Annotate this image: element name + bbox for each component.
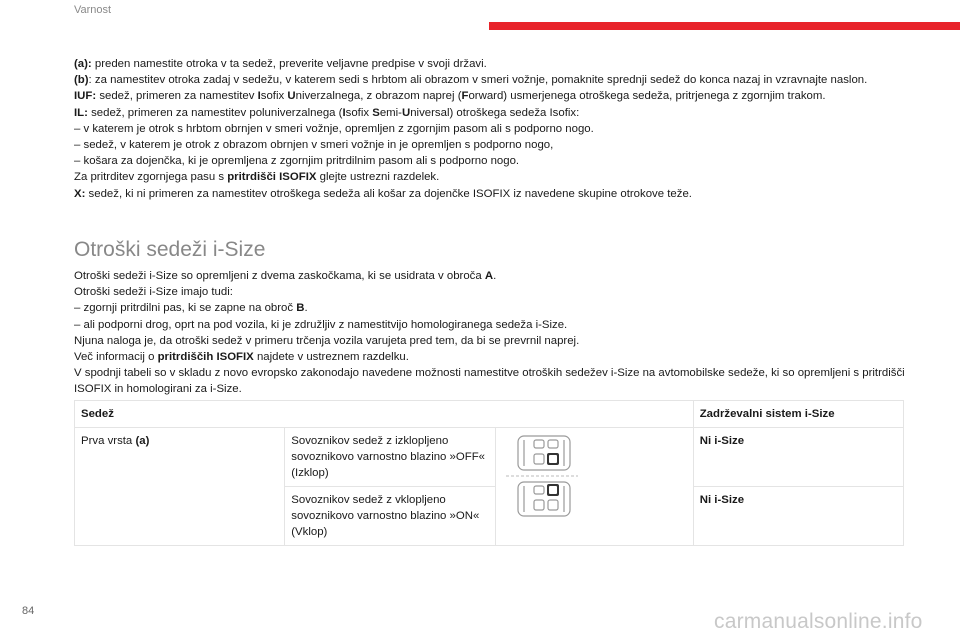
page-number: 84 [22,605,35,617]
header-restraint: Zadrževalni sistem i-Size [693,401,903,428]
isize-table [74,400,904,546]
note-il-item: – sedež, v katerem je otrok z obrazom obrnjen v smeri vožnje in je opremljen s podporno nogo, [74,139,554,152]
note-a: (a): preden namestite otroka v ta sedež, preverite veljavne predpise v svoji državi. [74,58,487,70]
car-top-view-icon [504,434,580,530]
header-accent-bar [489,22,960,30]
note-il-item: – v katerem je otrok s hrbtom obrnjen v smeri vožnje, opremljen z zgornjim pasom ali s podporno nogo. [74,122,594,135]
row-label: Prva vrsta (a) [75,428,285,546]
note-anchor: Za pritrditev zgornjega pasu s pritrdišči ISOFIX glejte ustrezni razdelek. [74,171,440,184]
isize-item: – zgornji pritrdilni pas, ki se zapne na obroč B. [74,302,308,315]
table-header-row [75,401,904,428]
airbag-off-cell: Sovoznikov sedež z izklopljeno sovoznikovo varnostno blazino »OFF« (Izklop) [285,428,495,487]
note-iuf: IUF: sedež, primeren za namestitev Isofix Univerzalnega, z obrazom naprej (Forward) usmerjenega otroškega sedeža, pritrjenega z zgornjim trakom. [74,90,826,103]
isize-p2: Otroški sedeži i-Size imajo tudi: [74,286,233,299]
note-il-item: – košara za dojenčka, ki je opremljena z zgornjim pritrdilnim pasom ali s podporno nogo. [74,155,520,168]
note-x: X: sedež, ki ni primeren za namestitev otroškega sedeža ali košar za dojenčke ISOFIX iz navedene skupine otrokove teže. [74,187,692,200]
note-b: (b): za namestitev otroka zadaj v sedežu, v katerem sedi s hrbtom ali obrazom v smeri vožnje, pomaknite sprednji sedež do konca nazaj in vzravnajte naslon. [74,74,868,87]
notes-block [74,56,914,202]
isize-p5: V spodnji tabeli so v skladu z novo evropsko zakonodajo navedene možnosti namestitve otroških sedežev i-Size na avtomobilske sedeže, ki so opremljeni s pritrdišči ISOFIX in homologirani za i-Size. [74,367,905,396]
airbag-on-cell: Sovoznikov sedež z vklopljeno sovoznikovo varnostno blazino »ON« (Vklop) [285,487,495,546]
header-seat: Sedež [75,401,694,428]
isize-heading: Otroški sedeži i-Size [74,238,266,261]
table-row [75,428,904,487]
note-il: IL: sedež, primeren za namestitev poluniverzalnega (Isofix Semi-Universal) otroškega sedeža Isofix: [74,106,580,119]
result-off-cell: Ni i-Size [693,428,903,487]
isize-item: – ali podporni drog, oprt na pod vozila, ki je združljiv z namestitvijo homologiranega sedeža i-Size. [74,318,568,331]
section-label: Varnost [74,4,112,16]
watermark: carmanualsonline.info [714,610,923,633]
isize-p1: Otroški sedeži i-Size so opremljeni z dvema zaskočkama, ki se usidrata v obroča A. [74,270,497,282]
isize-p3: Njuna naloga je, da otroški sedež v primeru trčenja vozila varujeta pred tem, da bi se prevrnil naprej. [74,334,580,347]
isize-p4: Več informacij o pritrdiščih ISOFIX najdete v ustreznem razdelku. [74,351,409,364]
isize-block [74,268,914,398]
result-on-cell: Ni i-Size [693,487,903,546]
car-diagram-cell [495,428,693,546]
